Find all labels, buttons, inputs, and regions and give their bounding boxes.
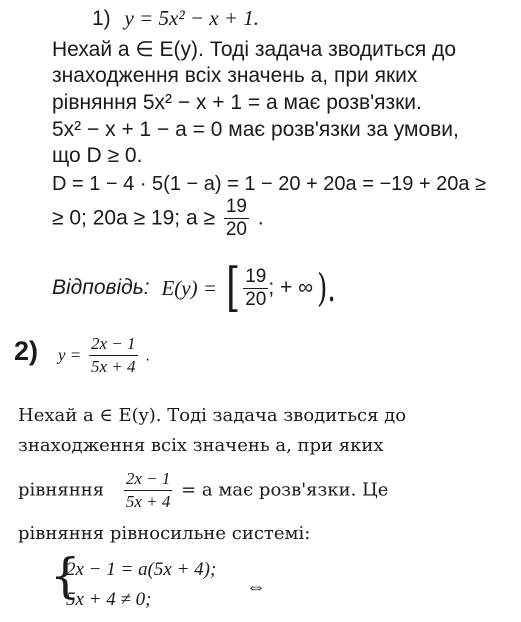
part2-line3 (18, 468, 388, 513)
line3-prefix: рівняння (18, 479, 105, 501)
part1-inequality: ≥ 0; 20a ≥ 19; a ≥ (52, 206, 216, 230)
part2-line2: знаходження всіх значень a, при яких (18, 435, 384, 456)
part1-line5: що D ≥ 0. (52, 144, 143, 167)
function-denominator: 5x + 4 (91, 357, 136, 376)
part2-function (58, 333, 150, 378)
part1-line1: Нехай a ∈ E(y). Тоді задача зводиться до (52, 38, 457, 61)
system-brace: { (50, 548, 81, 604)
period: . (257, 206, 264, 230)
part1-line2: знаходження всіх значень a, при яких (52, 64, 418, 87)
part1-fraction (224, 196, 249, 241)
answer-tail: ; + ∞ (268, 276, 314, 299)
part1-answer (52, 258, 340, 318)
part1-header (92, 6, 259, 31)
answer-fraction (243, 266, 268, 311)
equivalence-arrow: ⇔ (246, 576, 266, 598)
part1-discriminant: D = 1 − 4 · 5(1 − a) = 1 − 20 + 20a = −19 + 20a ≥ (52, 173, 487, 195)
system-equation-2: 5x + 4 ≠ 0; (66, 589, 152, 610)
function-lhs: y = (58, 345, 82, 365)
part2-number: 2) (14, 336, 39, 366)
right-bracket: ). (317, 266, 336, 310)
line3-suffix: = a має розв'язки. Це (181, 479, 389, 501)
function-fraction (89, 333, 138, 378)
answer-label: Відповідь: (52, 276, 150, 299)
fraction-numerator: 19 (225, 196, 247, 217)
equation-denominator: 5x + 4 (125, 492, 171, 511)
part1-solution-line (52, 196, 264, 241)
function-numerator: 2x − 1 (89, 333, 138, 356)
part1-line3: рівняння 5x² − x + 1 = a має розв'язки. (52, 91, 422, 114)
part2-line4: рівняння рівносильне системі: (18, 523, 311, 544)
part1-number: 1) (92, 7, 111, 30)
answer-numerator: 19 (245, 265, 267, 287)
period: . (145, 345, 151, 365)
equation-fraction (124, 468, 173, 513)
part2-line1: Нехай a ∈ E(y). Тоді задача зводиться до (18, 405, 407, 426)
part1-function: y = 5x² − x + 1. (124, 6, 260, 30)
system-equation-1: 2x − 1 = a(5x + 4); (66, 559, 217, 580)
left-bracket: [ (225, 258, 241, 318)
answer-denominator: 20 (245, 288, 267, 310)
answer-expression: E(y) = (161, 276, 218, 300)
fraction-denominator: 20 (225, 219, 247, 240)
part1-line4: 5x² − x + 1 − a = 0 має розв'язки за умови, (52, 118, 459, 141)
equation-numerator: 2x − 1 (124, 468, 173, 491)
